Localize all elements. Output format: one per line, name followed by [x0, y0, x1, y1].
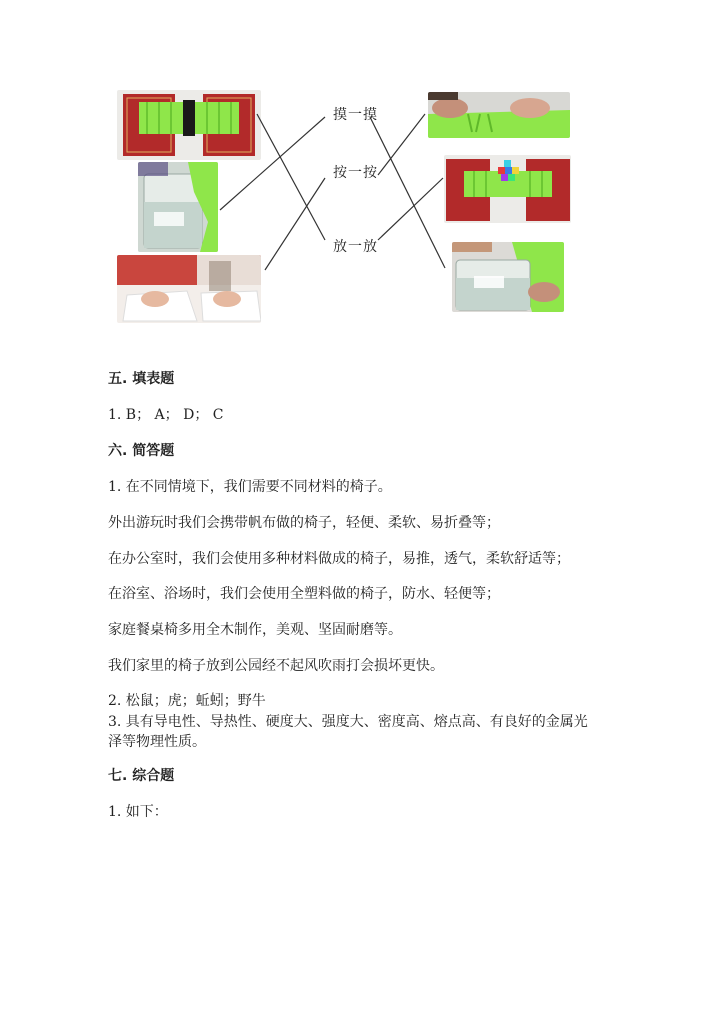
section6-q3-line1: 3. 具有导电性、导热性、硬度大、强度大、密度高、熔点高、有良好的金属光 [108, 714, 588, 730]
section5-title: 五. 填表题 [108, 371, 175, 387]
section6-p3: 在浴室、浴场时，我们会使用全塑料做的椅子，防水、轻便等； [108, 586, 500, 602]
section6-p2: 在办公室时，我们会使用多种材料做成的椅子，易推，透气，柔软舒适等； [108, 551, 570, 567]
section6-p1: 外出游玩时我们会携带帆布做的椅子，轻便、柔软、易折叠等； [108, 515, 500, 531]
line-place-to-right2 [378, 178, 443, 240]
section6-p4: 家庭餐桌椅多用全木制作，美观、坚固耐磨等。 [108, 622, 402, 638]
section5-answer: 1. B； A； D； C [108, 407, 224, 423]
section6-q2: 2. 松鼠；虎；蚯蚓；野牛 [108, 693, 266, 709]
section7-q1: 1. 如下： [108, 804, 168, 820]
section6-q3-line2: 泽等物理性质。 [108, 734, 206, 750]
verb-press-label: 按一按 [333, 165, 378, 181]
verb-touch-label: 摸一摸 [333, 107, 378, 123]
line-photo2-to-touch [220, 117, 325, 210]
matching-figure [0, 0, 720, 340]
line-photo1-to-place [257, 114, 325, 240]
matching-lines [0, 0, 720, 340]
section7-title: 七. 综合题 [108, 768, 175, 784]
line-press-to-right1 [378, 114, 425, 175]
line-touch-to-right3 [370, 117, 445, 268]
section6-p5: 我们家里的椅子放到公园经不起风吹雨打会损坏更快。 [108, 658, 444, 674]
verb-place-label: 放一放 [333, 239, 378, 255]
section6-title: 六. 简答题 [108, 443, 175, 459]
section6-q1: 1. 在不同情境下，我们需要不同材料的椅子。 [108, 479, 392, 495]
